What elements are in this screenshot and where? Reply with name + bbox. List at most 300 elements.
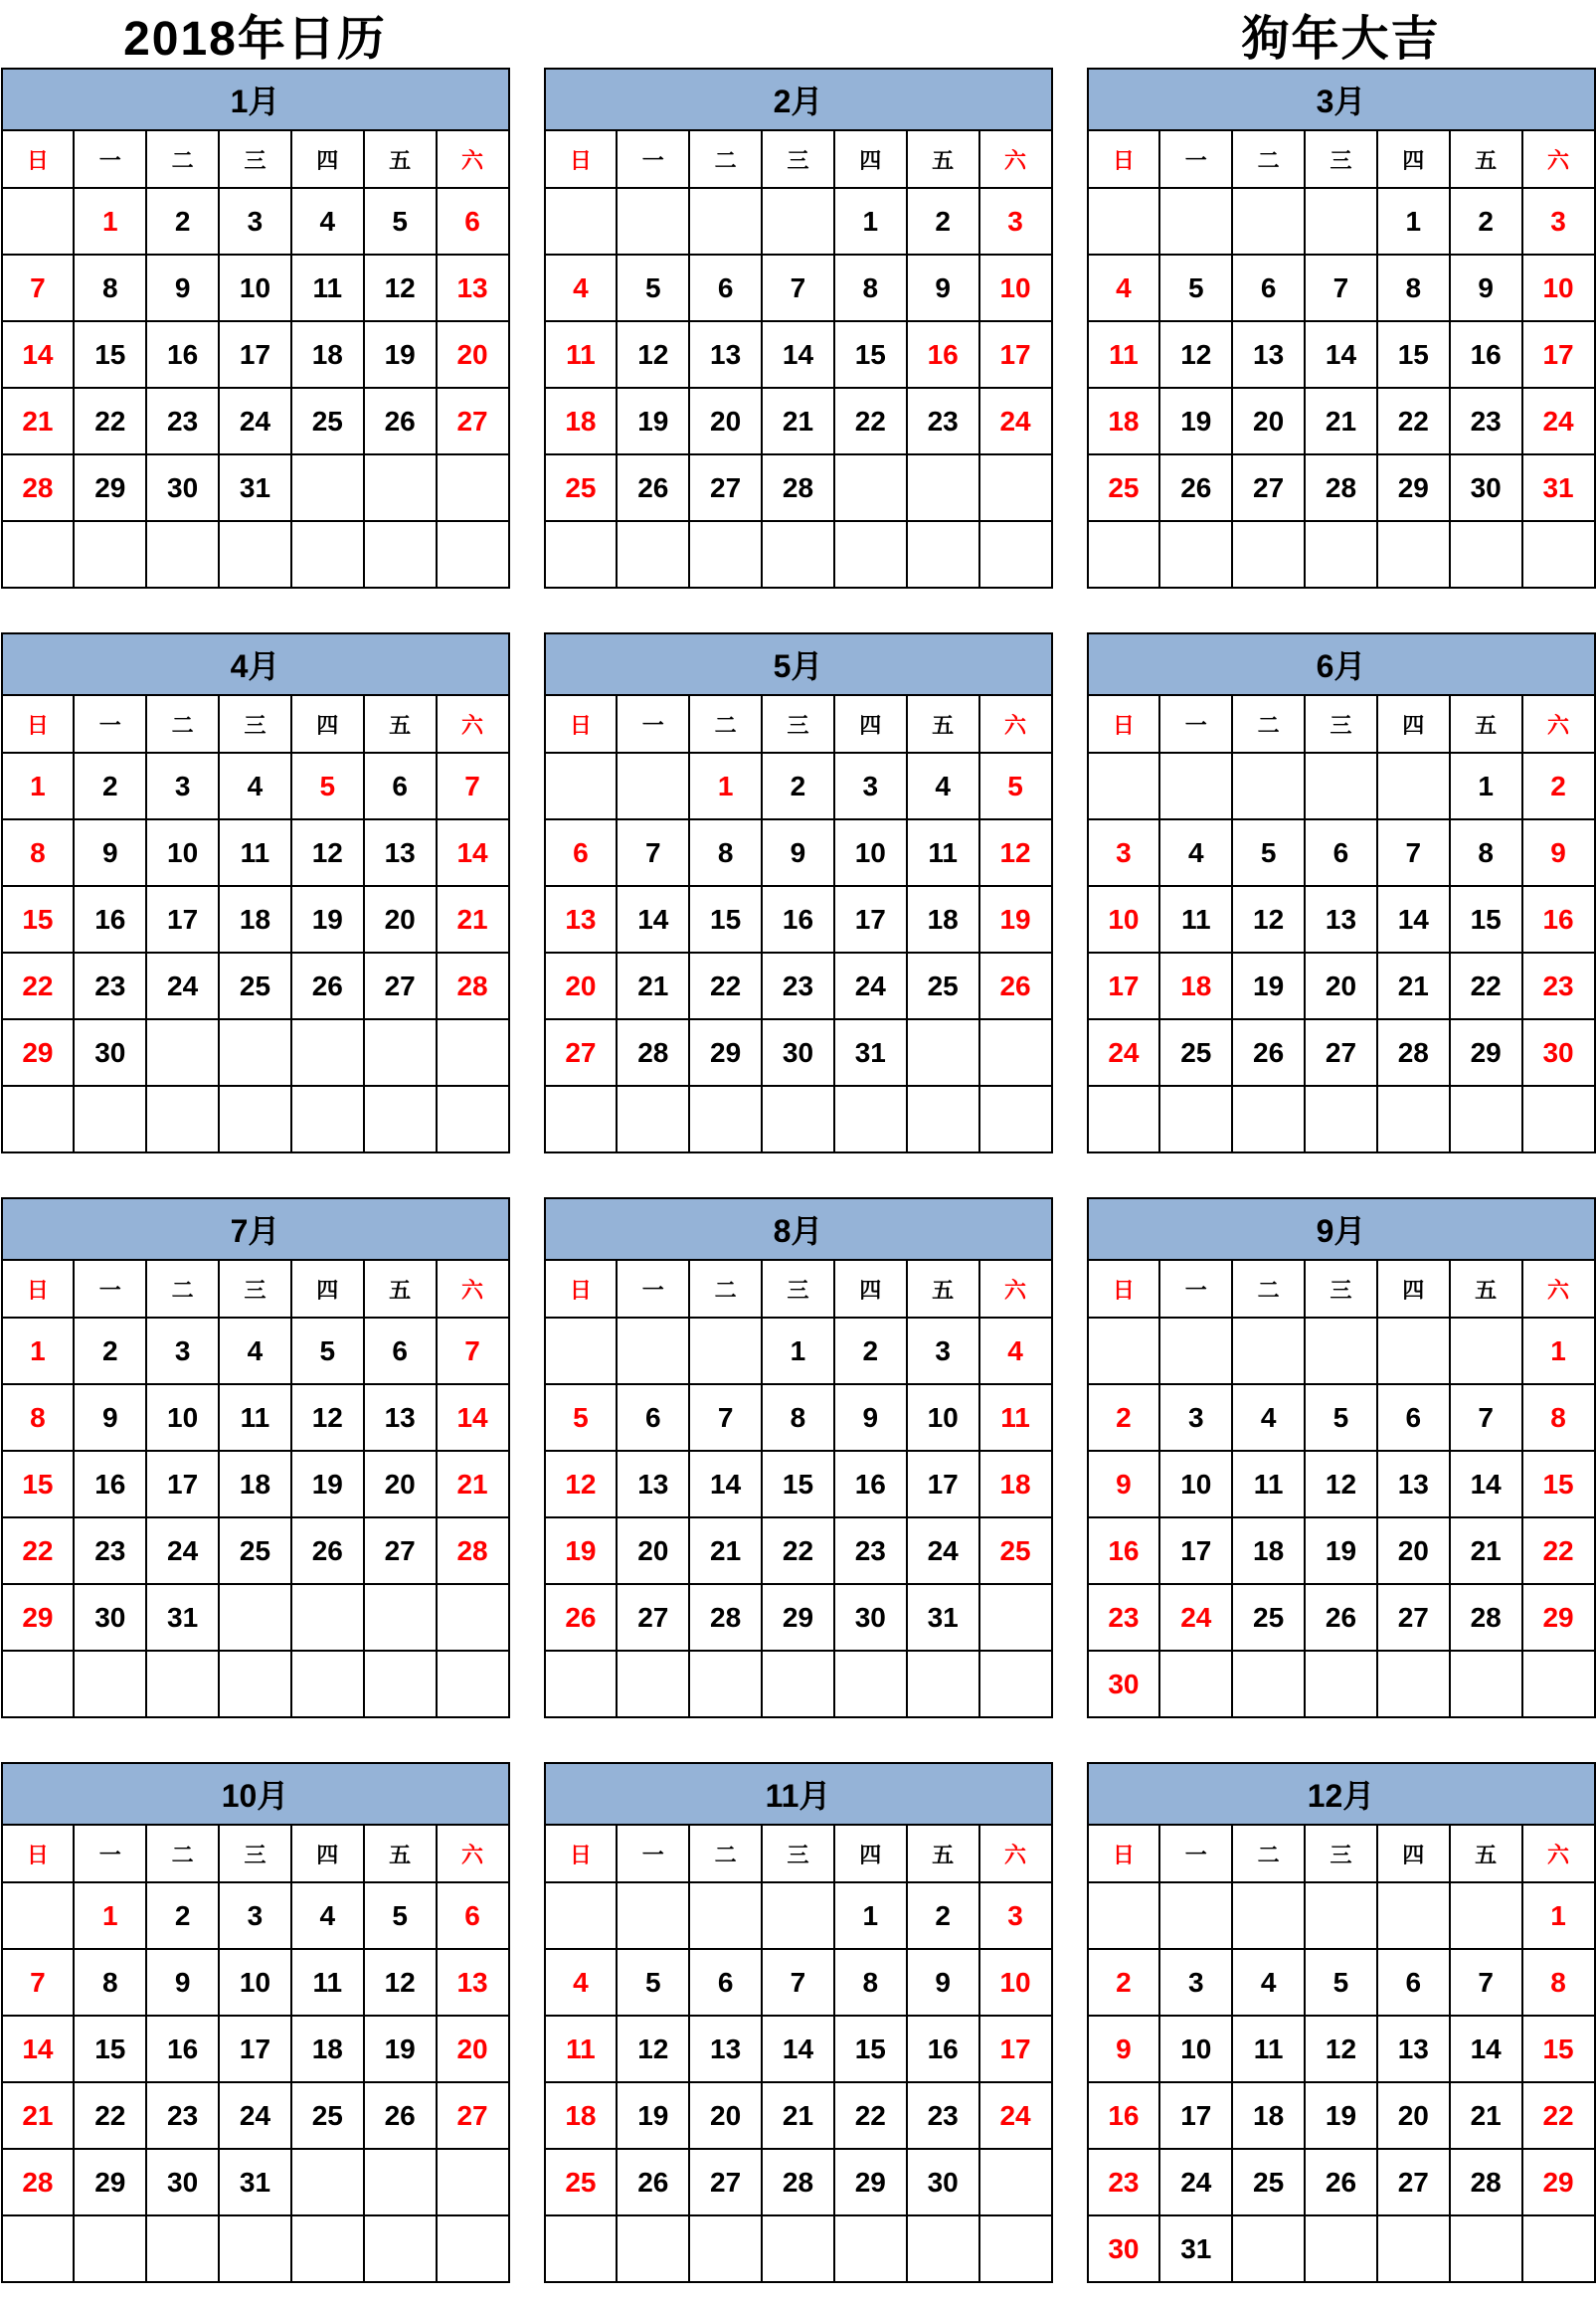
date-cell: 15 xyxy=(1377,321,1450,388)
date-cell: 10 xyxy=(1088,886,1160,953)
date-cell: 21 xyxy=(2,2082,75,2149)
weekday-cell: 二 xyxy=(146,130,219,188)
date-cell: 18 xyxy=(219,886,291,953)
weekday-cell: 三 xyxy=(1305,1825,1377,1882)
date-cell: 30 xyxy=(834,1584,907,1651)
date-cell: 13 xyxy=(437,1949,509,2016)
date-cell: 20 xyxy=(437,2016,509,2082)
weekday-cell: 一 xyxy=(74,1825,146,1882)
date-cell: 30 xyxy=(146,454,219,521)
date-cell: 6 xyxy=(1232,255,1305,321)
date-cell: 30 xyxy=(1450,454,1522,521)
date-cell: 12 xyxy=(617,321,689,388)
date-cell: 2 xyxy=(146,188,219,255)
date-cell: 9 xyxy=(1088,2016,1160,2082)
date-cell: 28 xyxy=(437,953,509,1019)
date-cell: 18 xyxy=(1088,388,1160,454)
date-cell: 28 xyxy=(689,1584,762,1651)
date-cell: 23 xyxy=(1088,2149,1160,2215)
empty-cell xyxy=(545,2215,618,2282)
date-cell: 8 xyxy=(2,1384,75,1451)
empty-cell xyxy=(364,2215,437,2282)
date-cell: 15 xyxy=(2,886,75,953)
date-cell: 15 xyxy=(834,2016,907,2082)
weekday-cell: 二 xyxy=(1232,1825,1305,1882)
date-cell: 27 xyxy=(437,388,509,454)
date-cell: 15 xyxy=(689,886,762,953)
empty-cell xyxy=(762,2215,834,2282)
date-cell: 22 xyxy=(834,2082,907,2149)
date-cell: 18 xyxy=(219,1451,291,1517)
date-cell: 10 xyxy=(146,1384,219,1451)
empty-cell xyxy=(219,1019,291,1086)
date-cell: 24 xyxy=(1088,1019,1160,1086)
empty-cell xyxy=(1159,1318,1232,1384)
month-table-9 xyxy=(1087,1197,1596,1718)
date-cell: 27 xyxy=(364,953,437,1019)
date-cell: 25 xyxy=(907,953,979,1019)
date-cell: 4 xyxy=(545,255,618,321)
date-cell: 15 xyxy=(1522,2016,1595,2082)
weekday-cell: 日 xyxy=(1088,695,1160,753)
weekday-cell: 六 xyxy=(1522,1825,1595,1882)
date-cell: 18 xyxy=(979,1451,1052,1517)
date-cell: 17 xyxy=(834,886,907,953)
empty-cell xyxy=(219,521,291,588)
empty-cell xyxy=(291,454,364,521)
empty-cell xyxy=(834,1651,907,1717)
date-cell: 28 xyxy=(437,1517,509,1584)
date-cell: 16 xyxy=(74,1451,146,1517)
date-cell: 11 xyxy=(219,1384,291,1451)
weekday-cell: 四 xyxy=(291,695,364,753)
date-cell: 26 xyxy=(364,388,437,454)
empty-cell xyxy=(1450,1882,1522,1949)
date-cell: 28 xyxy=(762,454,834,521)
weekday-cell: 五 xyxy=(364,1825,437,1882)
month-table-5 xyxy=(544,632,1053,1153)
date-cell: 27 xyxy=(1377,1584,1450,1651)
date-cell: 4 xyxy=(545,1949,618,2016)
date-cell: 19 xyxy=(617,2082,689,2149)
date-cell: 7 xyxy=(1305,255,1377,321)
date-cell: 28 xyxy=(1450,1584,1522,1651)
weekday-cell: 五 xyxy=(907,1260,979,1318)
empty-cell xyxy=(1450,521,1522,588)
date-cell: 26 xyxy=(617,454,689,521)
date-cell: 10 xyxy=(979,255,1052,321)
empty-cell xyxy=(979,521,1052,588)
date-cell: 3 xyxy=(1159,1949,1232,2016)
date-cell: 7 xyxy=(1450,1949,1522,2016)
empty-cell xyxy=(1088,1318,1160,1384)
date-cell: 3 xyxy=(219,188,291,255)
date-cell: 5 xyxy=(617,1949,689,2016)
weekday-cell: 五 xyxy=(907,695,979,753)
date-cell: 5 xyxy=(364,188,437,255)
month-title: 3月 xyxy=(1088,69,1595,130)
date-cell: 5 xyxy=(291,753,364,819)
date-cell: 5 xyxy=(979,753,1052,819)
weekday-cell: 日 xyxy=(545,130,618,188)
empty-cell xyxy=(1522,2215,1595,2282)
date-cell: 14 xyxy=(2,2016,75,2082)
empty-cell xyxy=(545,188,618,255)
month-table-11 xyxy=(544,1762,1053,2283)
date-cell: 27 xyxy=(1377,2149,1450,2215)
date-cell: 5 xyxy=(545,1384,618,1451)
date-cell: 23 xyxy=(1450,388,1522,454)
weekday-cell: 二 xyxy=(689,1825,762,1882)
empty-cell xyxy=(1450,2215,1522,2282)
date-cell: 22 xyxy=(689,953,762,1019)
date-cell: 23 xyxy=(146,2082,219,2149)
date-cell: 6 xyxy=(364,753,437,819)
empty-cell xyxy=(545,521,618,588)
date-cell: 6 xyxy=(689,255,762,321)
date-cell: 21 xyxy=(762,388,834,454)
date-cell: 15 xyxy=(1522,1451,1595,1517)
date-cell: 12 xyxy=(1159,321,1232,388)
weekday-cell: 日 xyxy=(2,1260,75,1318)
empty-cell xyxy=(291,521,364,588)
date-cell: 14 xyxy=(762,2016,834,2082)
date-cell: 14 xyxy=(437,819,509,886)
date-cell: 25 xyxy=(545,2149,618,2215)
date-cell: 8 xyxy=(2,819,75,886)
date-cell: 16 xyxy=(907,321,979,388)
empty-cell xyxy=(545,753,618,819)
date-cell: 4 xyxy=(219,753,291,819)
date-cell: 12 xyxy=(1232,886,1305,953)
date-cell: 16 xyxy=(146,2016,219,2082)
weekday-cell: 三 xyxy=(1305,695,1377,753)
month-title: 5月 xyxy=(545,633,1052,695)
empty-cell xyxy=(689,1318,762,1384)
date-cell: 5 xyxy=(617,255,689,321)
empty-cell xyxy=(1450,1651,1522,1717)
date-cell: 5 xyxy=(1305,1949,1377,2016)
date-cell: 30 xyxy=(1088,2215,1160,2282)
date-cell: 17 xyxy=(979,2016,1052,2082)
date-cell: 19 xyxy=(1305,2082,1377,2149)
month-title: 9月 xyxy=(1088,1198,1595,1260)
date-cell: 19 xyxy=(364,321,437,388)
weekday-cell: 一 xyxy=(1159,130,1232,188)
date-cell: 11 xyxy=(1232,1451,1305,1517)
date-cell: 25 xyxy=(979,1517,1052,1584)
weekday-cell: 六 xyxy=(437,1260,509,1318)
date-cell: 24 xyxy=(834,953,907,1019)
empty-cell xyxy=(219,1584,291,1651)
date-cell: 17 xyxy=(219,2016,291,2082)
empty-cell xyxy=(364,454,437,521)
month-title: 10月 xyxy=(2,1763,509,1825)
date-cell: 31 xyxy=(1522,454,1595,521)
empty-cell xyxy=(219,1086,291,1152)
empty-cell xyxy=(762,521,834,588)
date-cell: 1 xyxy=(1522,1882,1595,1949)
date-cell: 24 xyxy=(979,2082,1052,2149)
empty-cell xyxy=(979,1651,1052,1717)
date-cell: 20 xyxy=(364,1451,437,1517)
date-cell: 20 xyxy=(1232,388,1305,454)
empty-cell xyxy=(1450,1318,1522,1384)
empty-cell xyxy=(1377,521,1450,588)
empty-cell xyxy=(74,1651,146,1717)
empty-cell xyxy=(617,753,689,819)
date-cell: 19 xyxy=(617,388,689,454)
date-cell: 8 xyxy=(1522,1384,1595,1451)
date-cell: 3 xyxy=(979,188,1052,255)
date-cell: 26 xyxy=(1305,1584,1377,1651)
date-cell: 12 xyxy=(979,819,1052,886)
date-cell: 29 xyxy=(2,1584,75,1651)
date-cell: 21 xyxy=(617,953,689,1019)
weekday-cell: 二 xyxy=(689,130,762,188)
date-cell: 10 xyxy=(1159,1451,1232,1517)
date-cell: 3 xyxy=(146,753,219,819)
date-cell: 7 xyxy=(762,1949,834,2016)
weekday-cell: 六 xyxy=(437,1825,509,1882)
empty-cell xyxy=(689,521,762,588)
date-cell: 6 xyxy=(364,1318,437,1384)
date-cell: 22 xyxy=(762,1517,834,1584)
weekday-cell: 三 xyxy=(762,1260,834,1318)
date-cell: 10 xyxy=(219,255,291,321)
date-cell: 18 xyxy=(907,886,979,953)
month-table-3 xyxy=(1087,68,1596,589)
empty-cell xyxy=(364,1086,437,1152)
weekday-cell: 一 xyxy=(617,130,689,188)
date-cell: 2 xyxy=(74,1318,146,1384)
date-cell: 15 xyxy=(2,1451,75,1517)
weekday-cell: 二 xyxy=(1232,130,1305,188)
empty-cell xyxy=(1159,1651,1232,1717)
date-cell: 7 xyxy=(437,753,509,819)
date-cell: 31 xyxy=(834,1019,907,1086)
weekday-cell: 三 xyxy=(219,1260,291,1318)
weekday-cell: 一 xyxy=(1159,1825,1232,1882)
empty-cell xyxy=(364,2149,437,2215)
date-cell: 15 xyxy=(834,321,907,388)
date-cell: 25 xyxy=(1159,1019,1232,1086)
date-cell: 4 xyxy=(291,1882,364,1949)
month-table-1 xyxy=(1,68,510,589)
weekday-cell: 三 xyxy=(1305,1260,1377,1318)
empty-cell xyxy=(291,1651,364,1717)
date-cell: 19 xyxy=(364,2016,437,2082)
empty-cell xyxy=(689,1086,762,1152)
date-cell: 20 xyxy=(617,1517,689,1584)
month-table-8 xyxy=(544,1197,1053,1718)
weekday-cell: 五 xyxy=(907,1825,979,1882)
empty-cell xyxy=(689,1882,762,1949)
date-cell: 11 xyxy=(1232,2016,1305,2082)
date-cell: 7 xyxy=(617,819,689,886)
date-cell: 10 xyxy=(219,1949,291,2016)
date-cell: 20 xyxy=(689,388,762,454)
date-cell: 19 xyxy=(1159,388,1232,454)
empty-cell xyxy=(437,1651,509,1717)
date-cell: 9 xyxy=(74,1384,146,1451)
date-cell: 6 xyxy=(437,188,509,255)
date-cell: 12 xyxy=(1305,1451,1377,1517)
month-table-10 xyxy=(1,1762,510,2283)
empty-cell xyxy=(1305,2215,1377,2282)
empty-cell xyxy=(545,1882,618,1949)
empty-cell xyxy=(979,454,1052,521)
weekday-cell: 五 xyxy=(364,130,437,188)
date-cell: 22 xyxy=(1377,388,1450,454)
date-cell: 18 xyxy=(1232,2082,1305,2149)
date-cell: 25 xyxy=(1232,2149,1305,2215)
month-title: 4月 xyxy=(2,633,509,695)
date-cell: 20 xyxy=(689,2082,762,2149)
date-cell: 2 xyxy=(1088,1949,1160,2016)
weekday-cell: 三 xyxy=(762,1825,834,1882)
empty-cell xyxy=(1522,1086,1595,1152)
empty-cell xyxy=(437,1086,509,1152)
empty-cell xyxy=(146,521,219,588)
weekday-cell: 一 xyxy=(74,695,146,753)
date-cell: 22 xyxy=(1522,2082,1595,2149)
empty-cell xyxy=(1159,188,1232,255)
empty-cell xyxy=(2,1651,75,1717)
date-cell: 5 xyxy=(1305,1384,1377,1451)
date-cell: 2 xyxy=(762,753,834,819)
date-cell: 25 xyxy=(219,953,291,1019)
empty-cell xyxy=(74,2215,146,2282)
date-cell: 17 xyxy=(219,321,291,388)
empty-cell xyxy=(1522,1651,1595,1717)
date-cell: 10 xyxy=(979,1949,1052,2016)
date-cell: 11 xyxy=(219,819,291,886)
date-cell: 9 xyxy=(907,1949,979,2016)
date-cell: 16 xyxy=(762,886,834,953)
months-grid xyxy=(1,68,1596,2283)
empty-cell xyxy=(545,1651,618,1717)
weekday-cell: 一 xyxy=(1159,1260,1232,1318)
empty-cell xyxy=(907,454,979,521)
date-cell: 17 xyxy=(979,321,1052,388)
weekday-cell: 二 xyxy=(689,1260,762,1318)
date-cell: 2 xyxy=(907,188,979,255)
weekday-cell: 六 xyxy=(979,1825,1052,1882)
date-cell: 27 xyxy=(1305,1019,1377,1086)
month-table-12 xyxy=(1087,1762,1596,2283)
date-cell: 8 xyxy=(1450,819,1522,886)
date-cell: 12 xyxy=(617,2016,689,2082)
month-title: 2月 xyxy=(545,69,1052,130)
date-cell: 21 xyxy=(2,388,75,454)
empty-cell xyxy=(907,1086,979,1152)
date-cell: 21 xyxy=(1377,953,1450,1019)
date-cell: 9 xyxy=(74,819,146,886)
date-cell: 9 xyxy=(146,255,219,321)
empty-cell xyxy=(1377,1882,1450,1949)
date-cell: 28 xyxy=(1377,1019,1450,1086)
date-cell: 4 xyxy=(1232,1949,1305,2016)
date-cell: 8 xyxy=(1377,255,1450,321)
date-cell: 21 xyxy=(1450,2082,1522,2149)
date-cell: 19 xyxy=(545,1517,618,1584)
date-cell: 21 xyxy=(437,1451,509,1517)
date-cell: 26 xyxy=(979,953,1052,1019)
empty-cell xyxy=(689,188,762,255)
date-cell: 5 xyxy=(1232,819,1305,886)
date-cell: 20 xyxy=(545,953,618,1019)
month-table-7 xyxy=(1,1197,510,1718)
empty-cell xyxy=(1159,1086,1232,1152)
date-cell: 29 xyxy=(1377,454,1450,521)
date-cell: 28 xyxy=(1305,454,1377,521)
empty-cell xyxy=(1159,753,1232,819)
empty-cell xyxy=(1305,1882,1377,1949)
month-title: 1月 xyxy=(2,69,509,130)
calendar-page xyxy=(1,0,1596,2283)
date-cell: 17 xyxy=(1088,953,1160,1019)
date-cell: 20 xyxy=(1305,953,1377,1019)
date-cell: 21 xyxy=(437,886,509,953)
date-cell: 13 xyxy=(364,819,437,886)
date-cell: 12 xyxy=(545,1451,618,1517)
weekday-cell: 四 xyxy=(834,1825,907,1882)
date-cell: 11 xyxy=(1088,321,1160,388)
date-cell: 26 xyxy=(291,953,364,1019)
date-cell: 12 xyxy=(364,255,437,321)
empty-cell xyxy=(1159,1882,1232,1949)
empty-cell xyxy=(1450,1086,1522,1152)
empty-cell xyxy=(1305,1651,1377,1717)
date-cell: 18 xyxy=(545,388,618,454)
date-cell: 31 xyxy=(219,2149,291,2215)
month-title: 7月 xyxy=(2,1198,509,1260)
date-cell: 24 xyxy=(907,1517,979,1584)
date-cell: 24 xyxy=(1522,388,1595,454)
weekday-cell: 四 xyxy=(834,130,907,188)
date-cell: 12 xyxy=(291,1384,364,1451)
empty-cell xyxy=(1088,1086,1160,1152)
weekday-cell: 二 xyxy=(146,1260,219,1318)
date-cell: 6 xyxy=(689,1949,762,2016)
date-cell: 14 xyxy=(1450,2016,1522,2082)
weekday-cell: 五 xyxy=(907,130,979,188)
empty-cell xyxy=(146,1651,219,1717)
empty-cell xyxy=(437,2149,509,2215)
date-cell: 14 xyxy=(689,1451,762,1517)
weekday-cell: 六 xyxy=(437,130,509,188)
empty-cell xyxy=(545,1086,618,1152)
month-table-6 xyxy=(1087,632,1596,1153)
date-cell: 8 xyxy=(762,1384,834,1451)
date-cell: 13 xyxy=(1232,321,1305,388)
empty-cell xyxy=(1522,521,1595,588)
date-cell: 13 xyxy=(437,255,509,321)
date-cell: 12 xyxy=(1305,2016,1377,2082)
date-cell: 13 xyxy=(364,1384,437,1451)
date-cell: 29 xyxy=(689,1019,762,1086)
date-cell: 14 xyxy=(2,321,75,388)
weekday-cell: 三 xyxy=(219,695,291,753)
weekday-cell: 四 xyxy=(834,1260,907,1318)
date-cell: 1 xyxy=(1522,1318,1595,1384)
empty-cell xyxy=(907,2215,979,2282)
date-cell: 24 xyxy=(219,2082,291,2149)
empty-cell xyxy=(437,1584,509,1651)
date-cell: 23 xyxy=(834,1517,907,1584)
date-cell: 2 xyxy=(1522,753,1595,819)
